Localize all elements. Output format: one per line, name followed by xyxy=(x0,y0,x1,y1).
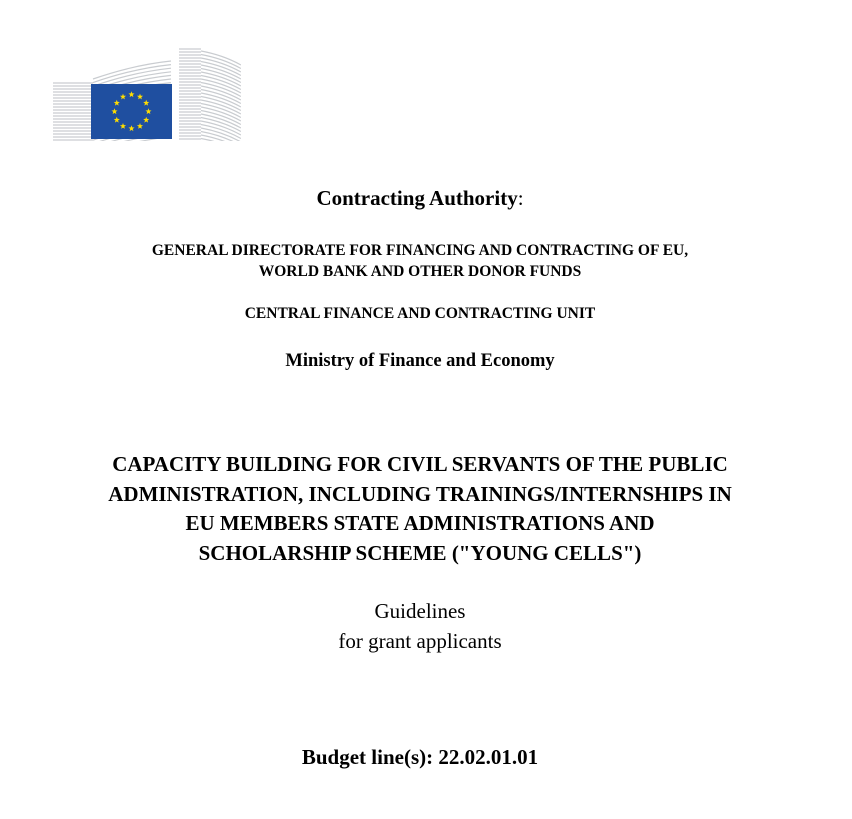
unit-name: CENTRAL FINANCE AND CONTRACTING UNIT xyxy=(244,305,596,322)
budget-label: Budget line(s): xyxy=(301,745,439,769)
european-commission-logo xyxy=(53,47,241,141)
project-title-line: SCHOLARSHIP SCHEME ("YOUNG CELLS") xyxy=(198,540,642,565)
budget-value: 22.02.01.01 xyxy=(438,745,539,769)
budget-line xyxy=(0,743,840,771)
project-title-line: ADMINISTRATION, INCLUDING TRAININGS/INTERNSHIPS IN xyxy=(108,481,732,506)
ministry-name: Ministry of Finance and Economy xyxy=(285,351,555,371)
contracting-authority-heading: Contracting Authority: xyxy=(316,186,524,210)
project-title xyxy=(0,450,840,568)
project-title-line: EU MEMBERS STATE ADMINISTRATIONS AND xyxy=(185,511,655,535)
directorate-name: GENERAL DIRECTORATE FOR FINANCING AND CONTRACTING OF EU, WORLD BANK AND OTHER DONOR FUNDS xyxy=(151,242,689,280)
project-title-line: CAPACITY BUILDING FOR CIVIL SERVANTS OF THE PUBLIC xyxy=(112,452,728,476)
guidelines-subtitle: Guidelines for grant applicants xyxy=(338,599,502,653)
